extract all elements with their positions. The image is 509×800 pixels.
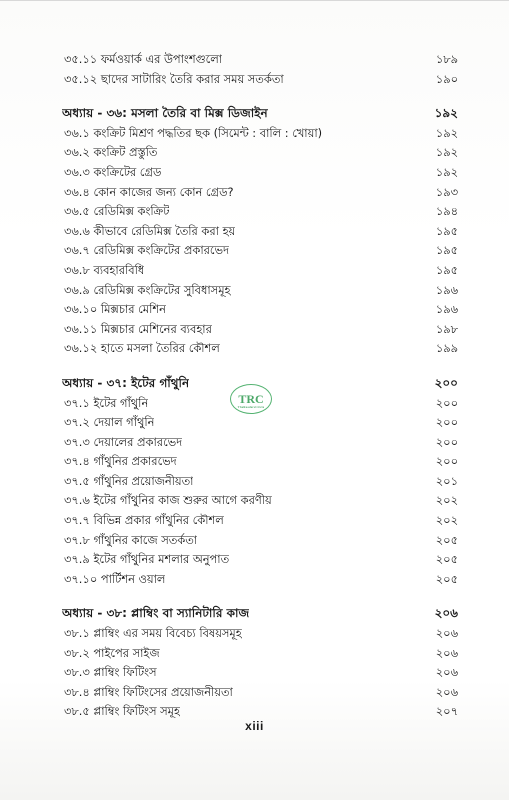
watermark-text: TRC [238, 391, 264, 406]
toc-entry-page: ১৯০ [435, 71, 458, 86]
toc-entry-36-4[interactable] [62, 183, 458, 203]
toc-entry-title: ৩৬.৪ কোন কাজের জন্য কোন গ্রেড? [64, 184, 234, 199]
toc-entry-37-9[interactable] [62, 550, 458, 570]
toc-entry-page: ১৯৯ [435, 341, 458, 356]
toc-entry-title: ৩৬.১ কংক্রিট মিশ্রণ পদ্ধতির ছক (সিমেন্ট : বালি : খোয়া) [64, 125, 323, 140]
toc-entry-36-6[interactable] [62, 222, 458, 242]
toc-entry-title: ৩৭.২ দেয়াল গাঁথুনি [64, 415, 155, 430]
toc-entry-title: ৩৭.৬ ইটের গাঁথুনির কাজ শুরুর আগে করণীয় [64, 493, 272, 508]
toc-entry-page: ১৯৫ [435, 262, 458, 277]
toc-entry-page: ২০৫ [435, 532, 458, 547]
toc-entry-title: ৩৬.১২ হাতে মসলা তৈরির কৌশল [64, 341, 220, 356]
toc-entry-36-8[interactable] [62, 261, 458, 281]
toc-entry-page: ১৯৬ [435, 282, 458, 297]
toc-entry-page: ২০১ [435, 473, 458, 488]
toc-entry-page: ২০৬ [435, 626, 458, 641]
toc-entry-title: ৩৮.৪ প্লাম্বিং ফিটিংসের প্রয়োজনীয়তা [64, 684, 233, 699]
chapter-page: ২০০ [434, 375, 458, 390]
toc-entry-page: ২০৫ [435, 571, 458, 586]
toc-entry-title: ৩৮.৩ প্লাম্বিং ফিটিংস [64, 665, 157, 680]
toc-entry-page: ২০৫ [435, 552, 458, 567]
toc-entry-title: ৩৬.৬ কীভাবে রেডিমিক্স তৈরি করা হয় [64, 223, 236, 238]
toc-entry-title: ৩৭.৫ গাঁথুনির প্রয়োজনীয়তা [64, 473, 194, 488]
toc-entry-35-11[interactable] [62, 50, 458, 70]
toc-entry-36-11[interactable] [62, 320, 458, 340]
toc-entry-35-12[interactable] [62, 70, 458, 90]
toc-entry-37-7[interactable] [62, 511, 458, 531]
toc-entry-page: ১৯৫ [435, 243, 458, 258]
toc-entry-title: ৩৬.১১ মিক্সচার মেশিনের ব্যবহার [64, 321, 212, 336]
toc-entry-page: ১৯২ [435, 145, 458, 160]
toc-entry-title: ৩৮.৫ প্লাম্বিং ফিটিংস সমূহ [64, 704, 180, 719]
toc-entry-36-1[interactable] [62, 124, 458, 144]
toc-entry-title: ৩৫.১১ ফর্মওয়ার্ক এর উপাংশগুলো [64, 52, 223, 66]
toc-entry-title: ৩৭.৩ দেয়ালের প্রকারভেদ [64, 434, 183, 449]
toc-entry-38-2[interactable] [62, 644, 458, 664]
toc-entry-title: ৩৭.৮ গাঁথুনির কাজে সতর্কতা [64, 532, 198, 547]
toc-entry-page: ২০০ [435, 395, 458, 410]
toc-entry-36-12[interactable] [62, 339, 458, 359]
toc-entry-page: ২০০ [435, 454, 458, 469]
toc-entry-37-8[interactable] [62, 531, 458, 551]
toc-entry-36-5[interactable] [62, 202, 458, 222]
chapter-title: অধ্যায় - ৩৭: ইটের গাঁথুনি [62, 375, 190, 390]
toc-entry-page: ২০৬ [435, 645, 458, 660]
toc-entry-page: ১৯৩ [435, 184, 458, 199]
toc-entry-title: ৩৬.১০ মিক্সচার মেশিন [64, 302, 166, 317]
toc-entry-page: ২০০ [435, 415, 458, 430]
toc-entry-page: ২০৬ [435, 684, 458, 699]
toc-entry-title: ৩৭.৭ বিভিন্ন প্রকার গাঁথুনির কৌশল [64, 513, 224, 528]
toc-entry-title: ৩৭.১০ পার্টিশন ওয়াল [64, 571, 166, 586]
toc-entry-37-5[interactable] [62, 472, 458, 492]
toc-entry-36-7[interactable] [62, 241, 458, 261]
toc-entry-page: ২০০ [435, 434, 458, 449]
toc-entry-title: ৩৬.৫ রেডিমিক্স কংক্রিট [64, 204, 170, 219]
toc-entry-36-9[interactable] [62, 281, 458, 301]
toc-chapter-38[interactable] [62, 604, 458, 624]
page-number: xiii [245, 719, 264, 733]
toc-entry-37-3[interactable] [62, 433, 458, 453]
toc-entry-36-2[interactable] [62, 143, 458, 163]
toc-entry-page: ১৯৮ [435, 321, 458, 336]
toc-entry-title: ৩৬.৩ কংক্রিটের গ্রেড [64, 164, 162, 179]
toc-entry-page: ২০২ [435, 513, 458, 528]
toc-entry-page: ১৮৯ [435, 52, 458, 66]
toc-entry-title: ৩৬.৯ রেডিমিক্স কংক্রিটের সুবিধাসমূহ [64, 282, 231, 297]
toc-entry-title: ৩৭.১ ইটের গাঁথুনি [64, 395, 149, 410]
toc-entry-page: ১৯২ [435, 164, 458, 179]
toc-entry-title: ৩৬.৮ ব্যবহারবিধি [64, 262, 145, 277]
toc-chapter-36[interactable] [62, 104, 458, 124]
toc-entry-page: ১৯৫ [435, 223, 458, 238]
toc-entry-38-3[interactable] [62, 663, 458, 683]
chapter-page: ১৯২ [434, 106, 458, 121]
toc-entry-38-4[interactable] [62, 683, 458, 703]
toc-entry-page: ১৯২ [435, 125, 458, 140]
toc-entry-36-3[interactable] [62, 163, 458, 183]
chapter-title: অধ্যায় - ৩৮: প্লাম্বিং বা স্যানিটারি কাজ [62, 606, 250, 621]
toc-entry-page: ২০৬ [435, 665, 458, 680]
toc-entry-37-4[interactable] [62, 452, 458, 472]
toc-entry-title: ৩৫.১২ ছাদের সাটারিং তৈরি করার সময় সতর্কতা [64, 71, 284, 86]
toc-entry-title: ৩৬.৭ রেডিমিক্স কংক্রিটের প্রকারভেদ [64, 243, 229, 258]
toc-entry-36-10[interactable] [62, 300, 458, 320]
toc-entry-38-1[interactable] [62, 624, 458, 644]
toc-entry-37-10[interactable] [62, 570, 458, 590]
toc-entry-title: ৩৬.২ কংক্রিট প্রস্তুতি [64, 145, 158, 160]
toc-entry-title: ৩৭.৪ গাঁথুনির প্রকারভেদ [64, 454, 177, 469]
toc-entry-title: ৩৭.৯ ইটের গাঁথুনির মশলার অনুপাত [64, 552, 230, 567]
toc-entry-37-6[interactable] [62, 491, 458, 511]
chapter-page: ২০৬ [434, 606, 458, 621]
toc-entry-page: ১৯৬ [435, 302, 458, 317]
watermark-subtext: TheReadersCircle [237, 405, 265, 409]
toc-entry-page: ২০২ [435, 493, 458, 508]
toc-entry-page: ১৯৪ [435, 204, 458, 219]
toc-entry-title: ৩৮.১ প্লাম্বিং এর সময় বিবেচ্য বিষয়সমূহ [64, 626, 242, 641]
toc-entry-37-2[interactable] [62, 413, 458, 433]
toc-entry-page: ২০৭ [435, 704, 458, 719]
chapter-title: অধ্যায় - ৩৬: মসলা তৈরি বা মিক্স ডিজাইন [62, 106, 268, 121]
trc-watermark-logo [230, 384, 272, 414]
toc-entry-title: ৩৮.২ পাইপের সাইজ [64, 645, 160, 660]
top-edge [0, 0, 509, 1]
